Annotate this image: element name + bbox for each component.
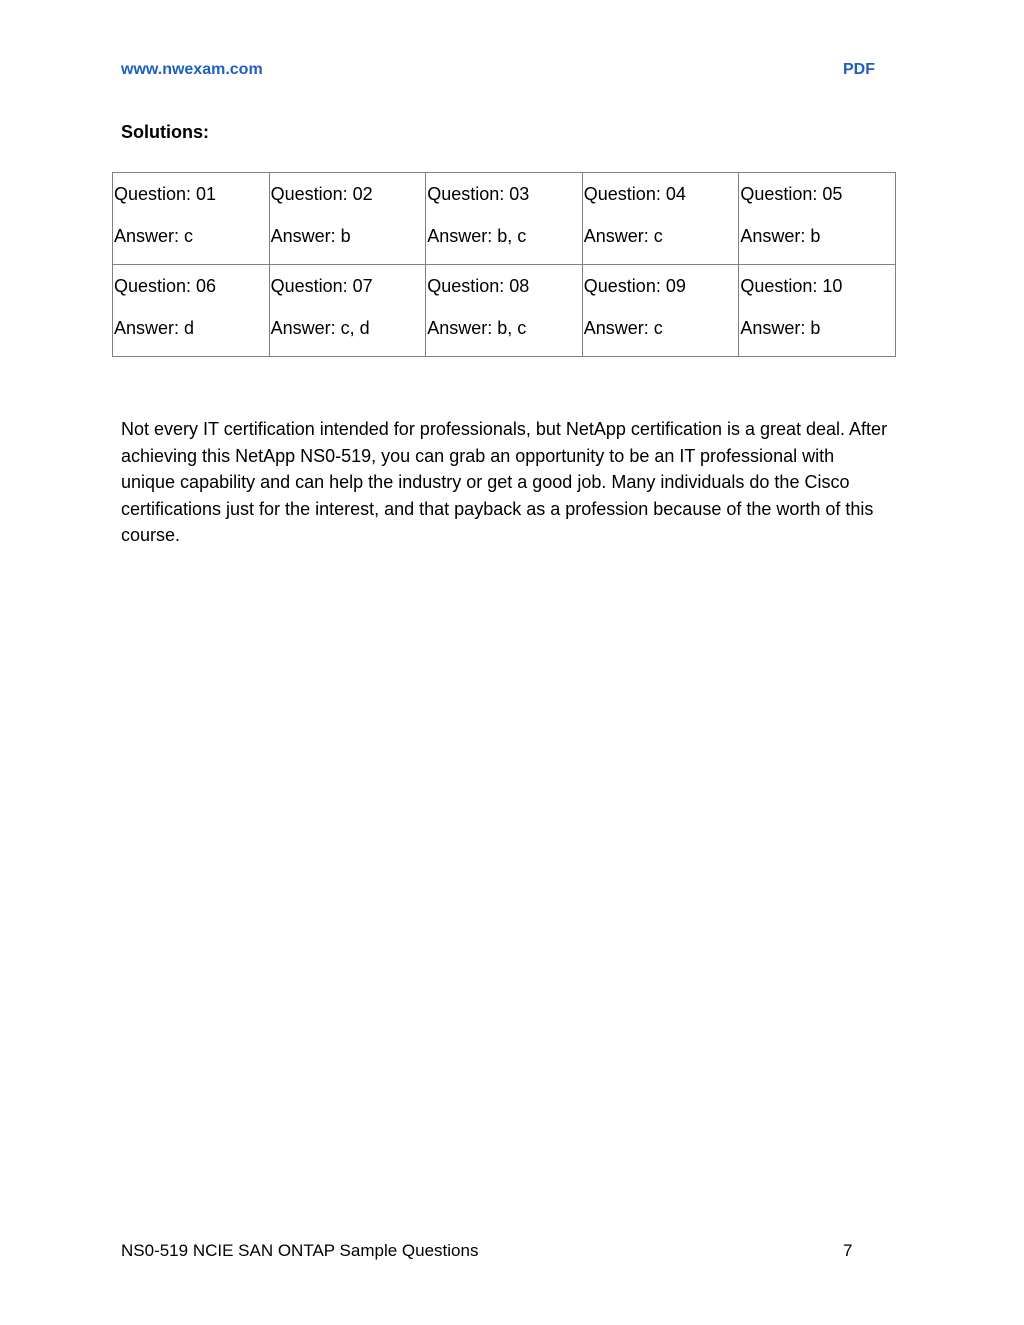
table-cell <box>269 173 426 265</box>
table-row <box>113 265 896 357</box>
table-row <box>113 173 896 265</box>
question-number: Question: 05 <box>740 184 843 204</box>
table-cell <box>269 265 426 357</box>
question-number: Question: 07 <box>270 276 373 296</box>
question-number: Question: 03 <box>427 184 530 204</box>
answer-value: Answer: c <box>583 318 663 338</box>
table-cell <box>582 173 739 265</box>
answer-value: Answer: c, d <box>270 318 370 338</box>
site-link[interactable]: www.nwexam.com <box>121 61 263 78</box>
solutions-heading: Solutions: <box>121 122 209 142</box>
question-number: Question: 08 <box>427 276 530 296</box>
answer-value: Answer: b <box>270 226 351 246</box>
answer-value: Answer: c <box>583 226 663 246</box>
answers-table <box>112 172 896 357</box>
answer-value: Answer: d <box>114 318 195 338</box>
question-number: Question: 10 <box>740 276 843 296</box>
question-number: Question: 09 <box>583 276 686 296</box>
answer-value: Answer: b, c <box>427 318 527 338</box>
answer-value: Answer: b, c <box>427 226 527 246</box>
body-paragraph: Not every IT certification intended for professionals, but NetApp certification is a great deal. After achieving this NetApp NS0-519, you can grab an opportunity to be an IT professional with unique capability and can help the industry or get a good job. Many individuals do the Cisco certifications just for the interest, and that payback as a profession because of the worth of this course. <box>121 419 888 545</box>
answer-value: Answer: c <box>114 226 194 246</box>
question-number: Question: 06 <box>114 276 217 296</box>
table-cell <box>113 265 270 357</box>
pdf-label: PDF <box>843 61 875 78</box>
table-cell <box>113 173 270 265</box>
answer-value: Answer: b <box>740 226 821 246</box>
table-cell <box>426 265 583 357</box>
table-cell <box>739 265 896 357</box>
answer-value: Answer: b <box>740 318 821 338</box>
page-number: 7 <box>843 1241 853 1260</box>
question-number: Question: 02 <box>270 184 373 204</box>
table-cell <box>739 173 896 265</box>
table-cell <box>426 173 583 265</box>
question-number: Question: 04 <box>583 184 686 204</box>
footer-document-title: NS0-519 NCIE SAN ONTAP Sample Questions <box>121 1241 479 1260</box>
question-number: Question: 01 <box>114 184 217 204</box>
table-cell <box>582 265 739 357</box>
